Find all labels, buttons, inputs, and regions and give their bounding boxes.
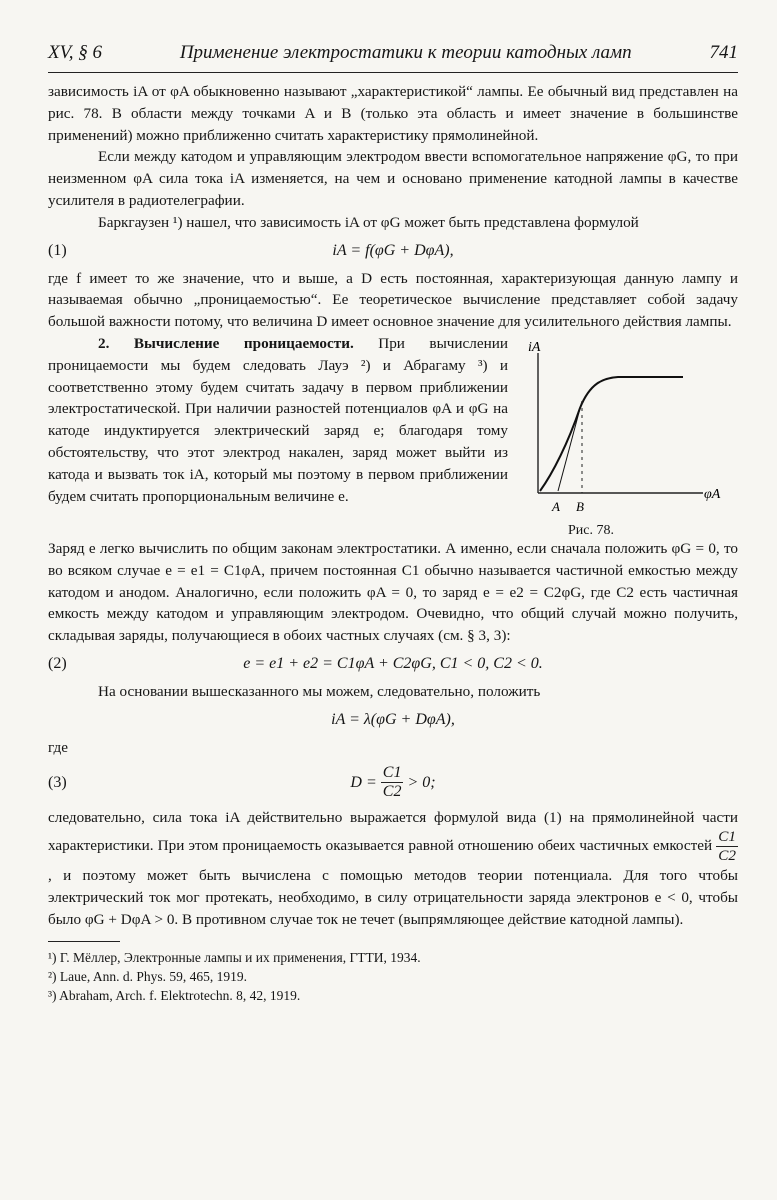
footnote-rule	[48, 941, 120, 942]
paragraph-9	[48, 807, 738, 931]
equation-body: iA = f(φG + DφA),	[332, 241, 454, 259]
inline-fraction	[716, 828, 738, 865]
denominator: C2	[718, 847, 736, 865]
equation-body	[48, 759, 738, 807]
characteristic-curve	[540, 377, 683, 491]
equation-rhs: > 0;	[407, 773, 436, 791]
x-axis-label: φA	[704, 486, 721, 502]
paragraph-6: Заряд e легко вычислить по общим законам электростатики. А именно, если сначала положить φG = 0, то во всяком случае e = e1 = C1φA, причем постоянная C1 обычно называется частичной емкостью между катодом и анодом. Аналогично, если положить φA = 0, то заряд e = e2 = C2φG, где C2 есть частичная емкость между катодом и управляющим электродом. Очевидно, что общий случай можно получить, складывая заряды, получающиеся в обоих частных случаях (см. § 3, 3):	[48, 539, 738, 645]
denominator: C2	[382, 783, 402, 801]
footnote-1: ¹) Г. Мёллер, Электронные лампы и их применения, ГТТИ, 1934.	[48, 949, 421, 965]
paragraph-5	[48, 333, 508, 507]
characteristic-plot	[518, 333, 738, 533]
equation-number: (3)	[48, 773, 67, 791]
paragraph-3: Баркгаузен ¹) нашел, что зависимость iA от φG может быть представлена формулой	[98, 213, 639, 231]
numerator: C1	[382, 764, 402, 782]
point-a-label: A	[552, 498, 560, 514]
section-heading: 2. Вычисление проницаемости.	[98, 334, 354, 352]
equation-3	[48, 759, 738, 807]
running-header	[48, 42, 738, 73]
text-figure-block	[48, 333, 738, 538]
paragraph-8: где	[48, 738, 68, 756]
paragraph-9-part-a: следовательно, сила тока iA действительно выражается формулой вида (1) на прямолинейной части характеристики. При этом проницаемость оказывается равной отношению обеих частичных емкостей	[48, 808, 738, 855]
page	[48, 42, 738, 1005]
equation-number: (2)	[48, 654, 67, 672]
paragraph-4: где f имеет то же значение, что и выше, а D есть постоянная, характеризующая данную лампу и называемая обычно „проницаемостью“. Ее теоретическое вычисление представляет собой задачу большой важности потому, что величина D имеет основное значение для усилительного действия лампы.	[48, 269, 738, 331]
equation-1	[48, 234, 738, 268]
paragraph-2: Если между катодом и управляющим электродом ввести вспомогательное напряжение φG, то при неизменном φA сила тока iA изменяется, на чем и основано применение катодной лампы в качестве усилителя в радиотелеграфии.	[48, 148, 738, 209]
linear-approx	[558, 401, 582, 491]
paragraph-7: На основании вышесказанного мы можем, следовательно, положить	[98, 682, 541, 700]
y-axis-label: iA	[528, 339, 541, 355]
page-number: 741	[709, 42, 738, 63]
chapter-title: Применение электростатики к теории катодных ламп	[179, 42, 632, 63]
section-label: XV, § 6	[48, 42, 103, 63]
figure-78	[518, 333, 738, 538]
equation-2	[48, 647, 738, 681]
equation-lhs: D =	[350, 773, 377, 791]
paragraph-1: зависимость iA от φA обыкновенно называют „характеристикой“ лампы. Ее обычный вид представлен на рис. 78. В области между точками A и B (только эта область и имеет значение в большинстве применений) можно приближенно считать характеристику прямолинейной.	[48, 83, 738, 144]
footnote-2: ²) Laue, Ann. d. Phys. 59, 465, 1919.	[48, 968, 248, 984]
equation-body: e = e1 + e2 = C1φA + C2φG, C1 < 0, C2 < 0.	[243, 654, 543, 672]
footnote-3: ³) Abraham, Arch. f. Elektrotechn. 8, 42, 1919.	[48, 987, 301, 1003]
paragraph-5-text: При вычислении проницаемости мы будем следовать Лауэ ²) и Абрагаму ³) и соответственно этому будем считать задачу в первом приближении электростатической. При наличии разностей потенциалов φA и φG на катоде индуктируется электрический заряд e; благодаря тому обстоятельству, что этот электрод накален, заряд может выйти из катода и вызвать ток iA, который мы поэтому в первом приближении будем считать пропорциональным величине e.	[48, 334, 509, 505]
fraction	[381, 764, 404, 801]
equation-unnumbered	[48, 703, 738, 737]
paragraph-9-part-b: , и поэтому может быть вычислена с помощью методов теории потенциала. Для того чтобы электрический ток мог протекать, необходимо, в силу отрицательности заряда электронов e < 0, чтобы было φG + DφA > 0. В противном случае ток не течет (выпрямляющее действие катодной лампы).	[48, 867, 738, 928]
figure-caption: Рис. 78.	[568, 522, 614, 538]
point-b-label: B	[576, 498, 584, 514]
equation-body: iA = λ(φG + DφA),	[331, 710, 455, 728]
equation-number: (1)	[48, 241, 67, 259]
numerator: C1	[718, 828, 736, 846]
